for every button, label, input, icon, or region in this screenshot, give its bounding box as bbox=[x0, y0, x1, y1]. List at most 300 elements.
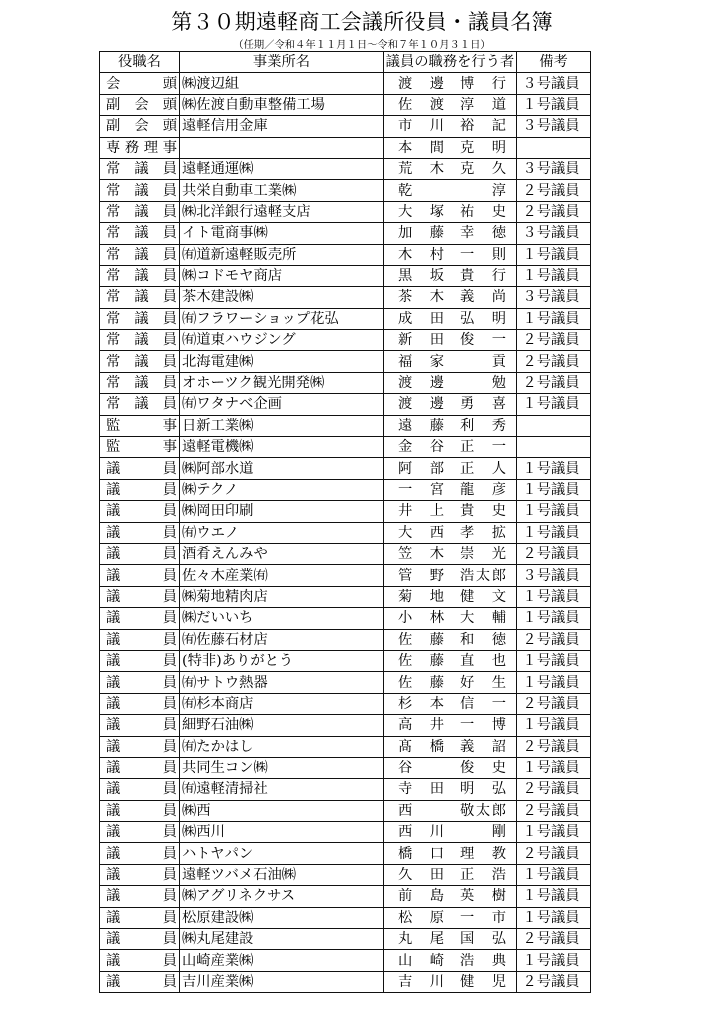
given-name: 博行 bbox=[460, 75, 506, 92]
remarks-cell: １号議員 bbox=[517, 757, 591, 778]
given-name: 龍彦 bbox=[460, 482, 506, 498]
role-cell: 常議員 bbox=[100, 394, 180, 415]
table-row bbox=[100, 116, 591, 137]
table-row bbox=[100, 201, 591, 222]
remarks-cell bbox=[517, 137, 591, 158]
family-name: 金谷 bbox=[398, 439, 444, 456]
term-of-office: （任期／令和４年１１月１日～令和７年１０月３１日） bbox=[233, 39, 491, 51]
remarks-cell: １号議員 bbox=[517, 822, 591, 843]
representative-cell bbox=[384, 693, 517, 714]
table-row bbox=[100, 971, 591, 992]
role-cell: 常議員 bbox=[100, 265, 180, 286]
table-row bbox=[100, 372, 591, 393]
family-name: 髙橋 bbox=[398, 738, 444, 755]
business-cell: ㈲ワタナベ企画 bbox=[180, 394, 384, 415]
representative-cell bbox=[384, 372, 517, 393]
table-row bbox=[100, 287, 591, 308]
remarks-cell: １号議員 bbox=[517, 94, 591, 115]
role-cell: 監事 bbox=[100, 437, 180, 458]
remarks-cell: ２号議員 bbox=[517, 971, 591, 992]
remarks-cell: ２号議員 bbox=[517, 330, 591, 351]
family-name: 渡邊 bbox=[398, 396, 444, 413]
given-name: 克明 bbox=[460, 139, 506, 156]
business-cell: ㈲杉本商店 bbox=[180, 693, 384, 714]
representative-cell bbox=[384, 351, 517, 372]
role-cell: 常議員 bbox=[100, 201, 180, 222]
given-name: 理教 bbox=[460, 845, 506, 862]
family-name: 黒坂 bbox=[398, 268, 444, 285]
remarks-cell: １号議員 bbox=[517, 308, 591, 329]
remarks-cell: ３号議員 bbox=[517, 565, 591, 586]
business-cell: 遠軽ツバメ石油㈱ bbox=[180, 864, 384, 885]
business-cell: ㈱北洋銀行遠軽支店 bbox=[180, 201, 384, 222]
family-name: 菊地 bbox=[398, 588, 444, 605]
representative-cell bbox=[384, 244, 517, 265]
given-name: 一則 bbox=[460, 246, 506, 263]
representative-cell bbox=[384, 608, 517, 629]
representative-name bbox=[398, 203, 506, 221]
representative-name bbox=[398, 802, 506, 820]
family-name: 佐藤 bbox=[398, 631, 444, 648]
given-name: 弘明 bbox=[460, 310, 506, 327]
table-row bbox=[100, 736, 591, 757]
representative-cell bbox=[384, 950, 517, 971]
family-name: 大塚 bbox=[398, 203, 444, 220]
table-row bbox=[100, 73, 591, 94]
table-row bbox=[100, 757, 591, 778]
representative-cell bbox=[384, 265, 517, 286]
given-name: 淳 bbox=[491, 182, 506, 199]
representative-name bbox=[398, 716, 506, 734]
given-name: 英樹 bbox=[460, 888, 506, 905]
representative-cell bbox=[384, 180, 517, 201]
table-body bbox=[100, 73, 591, 993]
given-name: 信一 bbox=[460, 695, 506, 712]
representative-cell bbox=[384, 394, 517, 415]
family-name: 西川 bbox=[398, 824, 444, 841]
role-cell: 常議員 bbox=[100, 180, 180, 201]
given-name: 義詔 bbox=[460, 738, 506, 755]
representative-name bbox=[398, 160, 506, 178]
family-name: 谷 bbox=[398, 760, 413, 777]
role-cell: 議員 bbox=[100, 971, 180, 992]
representative-name bbox=[398, 139, 506, 157]
given-name: 孝拡 bbox=[460, 524, 506, 541]
given-name: 祐史 bbox=[460, 203, 506, 220]
family-name: 茶木 bbox=[398, 289, 444, 306]
remarks-cell: １号議員 bbox=[517, 522, 591, 543]
family-name: 高井 bbox=[398, 717, 444, 734]
remarks-cell bbox=[517, 437, 591, 458]
remarks-cell: １号議員 bbox=[517, 608, 591, 629]
family-name: 松原 bbox=[398, 909, 444, 926]
remarks-cell: ２号議員 bbox=[517, 779, 591, 800]
table-row bbox=[100, 223, 591, 244]
table-row bbox=[100, 543, 591, 564]
table-row bbox=[100, 650, 591, 671]
representative-cell bbox=[384, 201, 517, 222]
given-name: 勉 bbox=[491, 375, 506, 392]
representative-name bbox=[398, 845, 506, 863]
given-name: 利秀 bbox=[460, 417, 506, 434]
role-cell: 議員 bbox=[100, 929, 180, 950]
remarks-cell: ２号議員 bbox=[517, 800, 591, 821]
business-cell: ㈱佐渡自動車整備工場 bbox=[180, 94, 384, 115]
remarks-cell: ２号議員 bbox=[517, 693, 591, 714]
document-title: 第３０期遠軽商工会議所役員・議員名簿 bbox=[171, 10, 553, 34]
given-name: 幸徳 bbox=[460, 225, 506, 242]
business-cell: ㈱渡辺組 bbox=[180, 73, 384, 94]
representative-name bbox=[398, 631, 506, 649]
role-cell: 議員 bbox=[100, 458, 180, 479]
given-name: 貢 bbox=[491, 353, 506, 370]
business-cell: 遠軽通運㈱ bbox=[180, 158, 384, 179]
representative-cell bbox=[384, 886, 517, 907]
remarks-cell: １号議員 bbox=[517, 501, 591, 522]
representative-name bbox=[398, 310, 506, 328]
role-cell: 議員 bbox=[100, 886, 180, 907]
business-cell: ㈲佐藤石材店 bbox=[180, 629, 384, 650]
representative-cell bbox=[384, 522, 517, 543]
representative-cell bbox=[384, 223, 517, 244]
representative-name bbox=[398, 246, 506, 264]
remarks-cell: １号議員 bbox=[517, 886, 591, 907]
role-cell: 副会頭 bbox=[100, 94, 180, 115]
business-cell: 遠軽電機㈱ bbox=[180, 437, 384, 458]
business-cell: ㈱阿部水道 bbox=[180, 458, 384, 479]
business-cell: ㈱アグリネクサス bbox=[180, 886, 384, 907]
representative-name bbox=[398, 75, 506, 93]
header-remarks: 備考 bbox=[517, 52, 591, 73]
family-name: 市川 bbox=[398, 118, 444, 135]
family-name: 小林 bbox=[398, 610, 444, 627]
remarks-cell: ２号議員 bbox=[517, 201, 591, 222]
representative-name bbox=[398, 588, 506, 606]
representative-name bbox=[398, 395, 506, 413]
header-business: 事業所名 bbox=[180, 52, 384, 73]
family-name: 阿部 bbox=[398, 460, 444, 477]
business-cell: ㈱テクノ bbox=[180, 479, 384, 500]
representative-cell bbox=[384, 971, 517, 992]
table-row bbox=[100, 158, 591, 179]
family-name: 久田 bbox=[398, 867, 444, 884]
remarks-cell: １号議員 bbox=[517, 650, 591, 671]
table-header bbox=[100, 52, 591, 73]
family-name: 井上 bbox=[398, 503, 444, 520]
representative-cell bbox=[384, 501, 517, 522]
table-row bbox=[100, 693, 591, 714]
representative-name bbox=[398, 823, 506, 841]
representative-cell bbox=[384, 287, 517, 308]
remarks-cell: １号議員 bbox=[517, 265, 591, 286]
representative-name bbox=[398, 738, 506, 756]
business-cell: ㈲フラワーショップ花弘 bbox=[180, 308, 384, 329]
business-cell: 酒肴えんみや bbox=[180, 543, 384, 564]
role-cell: 監事 bbox=[100, 415, 180, 436]
role-cell: 議員 bbox=[100, 757, 180, 778]
representative-cell bbox=[384, 672, 517, 693]
representative-name bbox=[398, 353, 506, 371]
family-name: 渡邊 bbox=[398, 75, 444, 92]
remarks-cell: １号議員 bbox=[517, 715, 591, 736]
table-row bbox=[100, 94, 591, 115]
representative-cell bbox=[384, 907, 517, 928]
remarks-cell: ２号議員 bbox=[517, 372, 591, 393]
role-cell: 常議員 bbox=[100, 330, 180, 351]
role-cell: 議員 bbox=[100, 800, 180, 821]
table-row bbox=[100, 586, 591, 607]
role-cell: 議員 bbox=[100, 586, 180, 607]
role-cell: 常議員 bbox=[100, 372, 180, 393]
role-cell: 議員 bbox=[100, 822, 180, 843]
remarks-cell: １号議員 bbox=[517, 950, 591, 971]
business-cell: オホーツク観光開発㈱ bbox=[180, 372, 384, 393]
representative-cell bbox=[384, 565, 517, 586]
role-cell: 議員 bbox=[100, 715, 180, 736]
role-cell: 議員 bbox=[100, 736, 180, 757]
remarks-cell: １号議員 bbox=[517, 907, 591, 928]
role-cell: 議員 bbox=[100, 650, 180, 671]
table-row bbox=[100, 715, 591, 736]
remarks-cell: １号議員 bbox=[517, 394, 591, 415]
role-cell: 常議員 bbox=[100, 308, 180, 329]
business-cell: ㈲遠軽清掃社 bbox=[180, 779, 384, 800]
given-name: 勇喜 bbox=[460, 396, 506, 413]
family-name: 寺田 bbox=[398, 781, 444, 798]
remarks-cell: ２号議員 bbox=[517, 543, 591, 564]
representative-name bbox=[398, 674, 506, 692]
representative-name bbox=[398, 267, 506, 285]
representative-name bbox=[398, 973, 506, 991]
role-cell: 議員 bbox=[100, 608, 180, 629]
given-name: 正浩 bbox=[460, 867, 506, 884]
representative-name bbox=[398, 438, 506, 456]
table-row bbox=[100, 137, 591, 158]
role-cell: 会頭 bbox=[100, 73, 180, 94]
representative-name bbox=[398, 930, 506, 948]
business-cell: ㈱岡田印刷 bbox=[180, 501, 384, 522]
given-name: 健児 bbox=[460, 973, 506, 990]
representative-name bbox=[398, 224, 506, 242]
family-name: 大西 bbox=[398, 524, 444, 541]
role-cell: 議員 bbox=[100, 843, 180, 864]
remarks-cell: ２号議員 bbox=[517, 180, 591, 201]
business-cell: ㈲道東ハウジング bbox=[180, 330, 384, 351]
family-name: 遠藤 bbox=[398, 417, 444, 434]
given-name: 和徳 bbox=[460, 631, 506, 648]
table-row bbox=[100, 864, 591, 885]
business-cell: ㈲サトウ熱器 bbox=[180, 672, 384, 693]
representative-cell bbox=[384, 715, 517, 736]
given-name: 健文 bbox=[460, 588, 506, 605]
given-name: 正一 bbox=[460, 439, 506, 456]
business-cell: 日新工業㈱ bbox=[180, 415, 384, 436]
remarks-cell: １号議員 bbox=[517, 586, 591, 607]
representative-cell bbox=[384, 586, 517, 607]
remarks-cell: ３号議員 bbox=[517, 287, 591, 308]
role-cell: 議員 bbox=[100, 864, 180, 885]
representative-cell bbox=[384, 158, 517, 179]
remarks-cell: ３号議員 bbox=[517, 158, 591, 179]
business-cell: ㈱だいいち bbox=[180, 608, 384, 629]
business-cell: (特非)ありがとう bbox=[180, 650, 384, 671]
representative-name bbox=[398, 182, 506, 200]
representative-name bbox=[398, 417, 506, 435]
representative-name bbox=[398, 567, 506, 585]
remarks-cell: ２号議員 bbox=[517, 843, 591, 864]
remarks-cell bbox=[517, 415, 591, 436]
representative-cell bbox=[384, 94, 517, 115]
representative-cell bbox=[384, 822, 517, 843]
roster-table bbox=[99, 51, 591, 993]
representative-name bbox=[398, 909, 506, 927]
representative-name bbox=[398, 502, 506, 520]
family-name: 橋口 bbox=[398, 845, 444, 862]
table-row bbox=[100, 265, 591, 286]
business-cell: ㈲たかはし bbox=[180, 736, 384, 757]
given-name: 敬太郎 bbox=[460, 802, 506, 819]
role-cell: 常議員 bbox=[100, 287, 180, 308]
representative-name bbox=[398, 609, 506, 627]
table-row bbox=[100, 479, 591, 500]
role-cell: 議員 bbox=[100, 565, 180, 586]
representative-cell bbox=[384, 116, 517, 137]
representative-name bbox=[398, 96, 506, 114]
family-name: 佐藤 bbox=[398, 653, 444, 670]
representative-cell bbox=[384, 736, 517, 757]
family-name: 前島 bbox=[398, 888, 444, 905]
business-cell: ㈱コドモヤ商店 bbox=[180, 265, 384, 286]
representative-name bbox=[398, 288, 506, 306]
remarks-cell: ２号議員 bbox=[517, 736, 591, 757]
table-row bbox=[100, 672, 591, 693]
table-row bbox=[100, 458, 591, 479]
representative-name bbox=[398, 331, 506, 349]
business-cell: 茶木建設㈱ bbox=[180, 287, 384, 308]
representative-cell bbox=[384, 437, 517, 458]
table-row bbox=[100, 629, 591, 650]
representative-name bbox=[398, 460, 506, 478]
given-name: 浩太郎 bbox=[460, 567, 506, 584]
role-cell: 副会頭 bbox=[100, 116, 180, 137]
given-name: 貴行 bbox=[460, 268, 506, 285]
given-name: 裕記 bbox=[460, 118, 506, 135]
given-name: 直也 bbox=[460, 653, 506, 670]
given-name: 淳道 bbox=[460, 96, 506, 113]
business-cell: 佐々木産業㈲ bbox=[180, 565, 384, 586]
representative-name bbox=[398, 887, 506, 905]
given-name: 義尚 bbox=[460, 289, 506, 306]
business-cell: 吉川産業㈱ bbox=[180, 971, 384, 992]
remarks-cell: ３号議員 bbox=[517, 73, 591, 94]
table-row bbox=[100, 886, 591, 907]
role-cell: 常議員 bbox=[100, 351, 180, 372]
remarks-cell: ３号議員 bbox=[517, 116, 591, 137]
representative-cell bbox=[384, 843, 517, 864]
given-name: 大輔 bbox=[460, 610, 506, 627]
given-name: 崇光 bbox=[460, 546, 506, 563]
table-row bbox=[100, 330, 591, 351]
table-row bbox=[100, 779, 591, 800]
family-name: 笠木 bbox=[398, 546, 444, 563]
table-row bbox=[100, 415, 591, 436]
table-row bbox=[100, 929, 591, 950]
table-row bbox=[100, 822, 591, 843]
business-cell: ㈲ウエノ bbox=[180, 522, 384, 543]
role-cell: 議員 bbox=[100, 522, 180, 543]
business-cell: ㈲道新遠軽販売所 bbox=[180, 244, 384, 265]
table-row bbox=[100, 351, 591, 372]
remarks-cell: ２号議員 bbox=[517, 929, 591, 950]
given-name: 剛 bbox=[491, 824, 506, 841]
role-cell: 議員 bbox=[100, 693, 180, 714]
header-row bbox=[100, 52, 591, 73]
remarks-cell: １号議員 bbox=[517, 458, 591, 479]
given-name: 一博 bbox=[460, 717, 506, 734]
representative-cell bbox=[384, 757, 517, 778]
given-name: 貴史 bbox=[460, 503, 506, 520]
representative-name bbox=[398, 952, 506, 970]
given-name: 俊史 bbox=[460, 760, 506, 777]
representative-cell bbox=[384, 864, 517, 885]
given-name: 正人 bbox=[460, 460, 506, 477]
role-cell: 議員 bbox=[100, 672, 180, 693]
representative-name bbox=[398, 780, 506, 798]
representative-cell bbox=[384, 415, 517, 436]
header-role: 役職名 bbox=[100, 52, 180, 73]
table-row bbox=[100, 308, 591, 329]
business-cell: ハトヤパン bbox=[180, 843, 384, 864]
representative-name bbox=[398, 545, 506, 563]
representative-cell bbox=[384, 330, 517, 351]
family-name: 一宮 bbox=[398, 482, 444, 498]
business-cell: 細野石油㈱ bbox=[180, 715, 384, 736]
given-name: 一市 bbox=[460, 909, 506, 926]
remarks-cell: ２号議員 bbox=[517, 351, 591, 372]
given-name: 国弘 bbox=[460, 931, 506, 948]
given-name: 好生 bbox=[460, 674, 506, 691]
representative-name bbox=[398, 374, 506, 392]
family-name: 加藤 bbox=[398, 225, 444, 242]
role-cell: 議員 bbox=[100, 629, 180, 650]
remarks-cell: １号議員 bbox=[517, 672, 591, 693]
representative-name bbox=[398, 481, 506, 499]
business-cell: ㈱西 bbox=[180, 800, 384, 821]
remarks-cell: ２号議員 bbox=[517, 629, 591, 650]
role-cell: 議員 bbox=[100, 779, 180, 800]
family-name: 本間 bbox=[398, 139, 444, 156]
role-cell: 専務理事 bbox=[100, 137, 180, 158]
business-cell: 山崎産業㈱ bbox=[180, 950, 384, 971]
family-name: 山崎 bbox=[398, 952, 444, 969]
representative-cell bbox=[384, 929, 517, 950]
representative-cell bbox=[384, 73, 517, 94]
family-name: 渡邊 bbox=[398, 375, 444, 392]
representative-name bbox=[398, 652, 506, 670]
family-name: 佐藤 bbox=[398, 674, 444, 691]
family-name: 新田 bbox=[398, 332, 444, 349]
table-row bbox=[100, 565, 591, 586]
remarks-cell: １号議員 bbox=[517, 479, 591, 500]
representative-cell bbox=[384, 479, 517, 500]
family-name: 管野 bbox=[398, 567, 444, 584]
table-row bbox=[100, 180, 591, 201]
role-cell: 議員 bbox=[100, 543, 180, 564]
role-cell: 議員 bbox=[100, 950, 180, 971]
given-name: 俊一 bbox=[460, 332, 506, 349]
given-name: 克久 bbox=[460, 161, 506, 178]
remarks-cell: １号議員 bbox=[517, 864, 591, 885]
